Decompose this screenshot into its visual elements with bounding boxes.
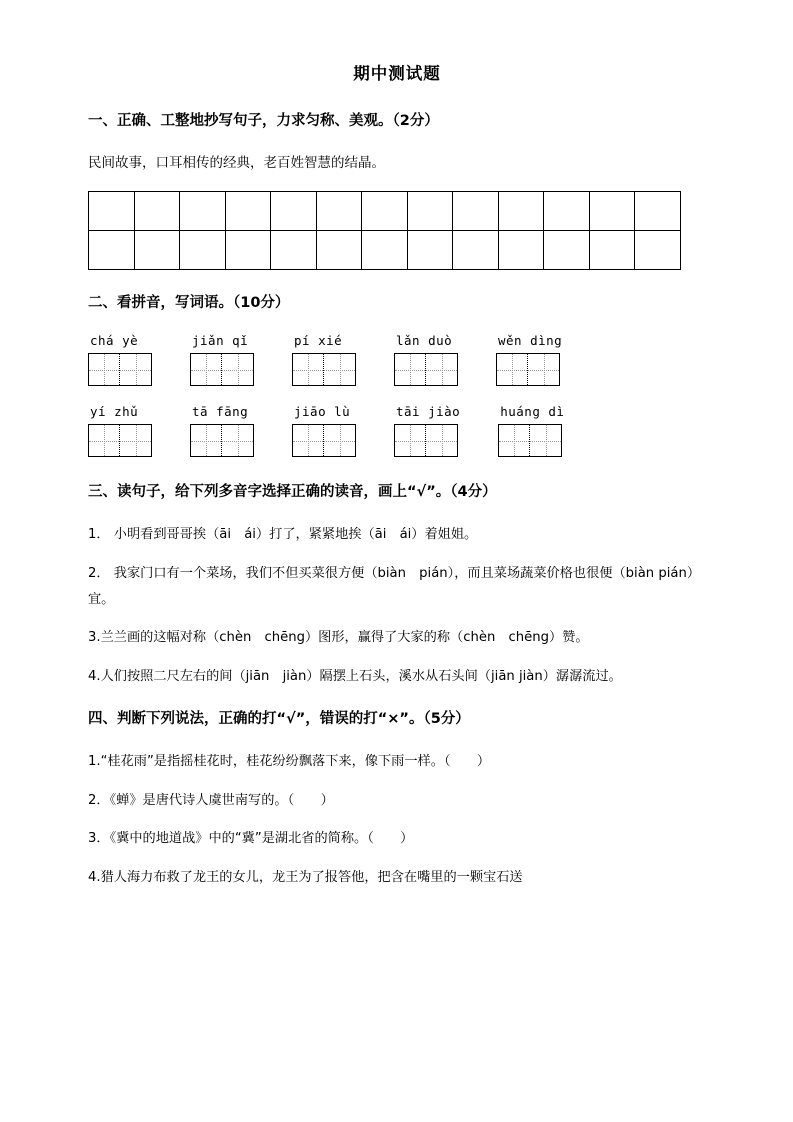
tianzige-boxes[interactable]	[190, 424, 254, 457]
tianzige-boxes[interactable]	[88, 424, 152, 457]
tianzi-cell[interactable]	[426, 425, 457, 456]
pinyin-word-jianqi	[190, 333, 254, 386]
grid-cell[interactable]	[589, 230, 635, 269]
pinyin-word-chaye	[88, 333, 152, 386]
grid-cell[interactable]	[271, 191, 317, 230]
grid-cell[interactable]	[180, 191, 226, 230]
grid-cell[interactable]	[589, 191, 635, 230]
tianzi-cell[interactable]	[324, 425, 355, 456]
tianzige-boxes[interactable]	[496, 353, 560, 386]
pinyin-word-huangdi	[498, 404, 564, 457]
pinyin-label: lǎn duò	[396, 333, 453, 349]
tianzi-cell[interactable]	[89, 354, 120, 385]
tianzi-cell[interactable]	[426, 354, 457, 385]
pinyin-word-pixie	[292, 333, 356, 386]
tianzi-cell[interactable]	[191, 354, 222, 385]
pinyin-label: tāi jiào	[396, 404, 461, 420]
pinyin-word-yizhu	[88, 404, 152, 457]
copy-writing-grid[interactable]	[88, 191, 681, 270]
pinyin-word-landuo	[394, 333, 458, 386]
tianzi-cell[interactable]	[499, 425, 530, 456]
grid-cell[interactable]	[134, 230, 180, 269]
grid-cell[interactable]	[362, 191, 408, 230]
tianzi-cell[interactable]	[528, 354, 559, 385]
grid-cell[interactable]	[316, 230, 362, 269]
pinyin-label: jiāo lù	[294, 404, 351, 420]
grid-cell[interactable]	[453, 191, 499, 230]
grid-cell[interactable]	[362, 230, 408, 269]
tianzi-cell[interactable]	[395, 425, 426, 456]
pinyin-label: yí zhǔ	[90, 404, 139, 420]
grid-cell[interactable]	[89, 230, 135, 269]
tianzige-boxes[interactable]	[292, 353, 356, 386]
tianzi-cell[interactable]	[497, 354, 528, 385]
section-3-heading: 三、读句子，给下列多音字选择正确的读音，画上“√”。（4分）	[88, 484, 497, 501]
grid-cell[interactable]	[271, 230, 317, 269]
tianzi-cell[interactable]	[120, 354, 151, 385]
pinyin-label: wěn dìng	[498, 333, 563, 349]
grid-cell[interactable]	[407, 230, 453, 269]
tianzige-boxes[interactable]	[394, 353, 458, 386]
tianzige-boxes[interactable]	[292, 424, 356, 457]
grid-cell[interactable]	[180, 230, 226, 269]
tianzige-boxes[interactable]	[394, 424, 458, 457]
tianzi-cell[interactable]	[222, 354, 253, 385]
section-4-heading: 四、判断下列说法，正确的打“√”，错误的打“×”。（5分）	[88, 711, 470, 728]
page-title: 期中测试题	[353, 64, 441, 83]
section-3-item-1: 1． 小明看到哥哥挨（āi ái）打了，紧紧地挨（āi ái）着姐姐。	[88, 527, 478, 543]
grid-cell[interactable]	[316, 191, 362, 230]
grid-cell[interactable]	[407, 191, 453, 230]
section-4-item-2: 2．《蝉》是唐代诗人虞世南写的。（ ）	[88, 792, 334, 808]
section-3-item-2: 2． 我家门口有一个菜场，我们不但买菜很方便（biàn pián），而且菜场蔬菜价格也很便（biàn pián）宜。	[88, 565, 701, 608]
grid-cell[interactable]	[225, 191, 271, 230]
pinyin-word-jiaolu	[292, 404, 356, 457]
pinyin-word-taijiao	[394, 404, 460, 457]
section-1-sentence: 民间故事，口耳相传的经典，老百姓智慧的结晶。	[88, 155, 385, 172]
tianzi-cell[interactable]	[293, 354, 324, 385]
table-row[interactable]	[89, 191, 681, 230]
grid-cell[interactable]	[635, 230, 681, 269]
tianzi-cell[interactable]	[120, 425, 151, 456]
pinyin-row-2	[88, 404, 706, 457]
tianzi-cell[interactable]	[395, 354, 426, 385]
grid-cell[interactable]	[498, 230, 544, 269]
grid-cell[interactable]	[635, 191, 681, 230]
pinyin-word-tafang	[190, 404, 254, 457]
tianzige-boxes[interactable]	[498, 424, 562, 457]
section-3-item-4: 4.人们按照二尺左右的间（jiān jiàn）隔摆上石头，溪水从石头间（jiān jiàn）潺潺流过。	[88, 668, 622, 684]
tianzi-cell[interactable]	[222, 425, 253, 456]
tianzi-cell[interactable]	[293, 425, 324, 456]
grid-cell[interactable]	[544, 230, 590, 269]
grid-cell[interactable]	[498, 191, 544, 230]
tianzi-cell[interactable]	[191, 425, 222, 456]
section-4-item-1: 1.“桂花雨”是指摇桂花时，桂花纷纷飘落下来，像下雨一样。（ ）	[88, 754, 491, 770]
pinyin-label: huáng dì	[500, 404, 565, 420]
pinyin-label: jiǎn qǐ	[192, 333, 249, 349]
tianzi-cell[interactable]	[89, 425, 120, 456]
grid-cell[interactable]	[544, 191, 590, 230]
pinyin-label: chá yè	[90, 333, 139, 349]
section-4-item-4: 4.猎人海力布救了龙王的女儿，龙王为了报答他，把含在嘴里的一颗宝石送	[88, 869, 523, 885]
tianzige-boxes[interactable]	[190, 353, 254, 386]
section-2-heading: 二、看拼音，写词语。（10分）	[88, 294, 290, 311]
section-3-item-3: 3.兰兰画的这幅对称（chèn chēng）图形，赢得了大家的称（chèn chēng）赞。	[88, 630, 589, 646]
pinyin-label: tā fāng	[192, 404, 249, 420]
section-1-heading: 一、正确、工整地抄写句子，力求匀称、美观。（2分）	[88, 113, 439, 129]
tianzige-boxes[interactable]	[88, 353, 152, 386]
table-row[interactable]	[89, 230, 681, 269]
grid-cell[interactable]	[225, 230, 271, 269]
tianzi-cell[interactable]	[530, 425, 561, 456]
pinyin-word-wending	[496, 333, 562, 386]
grid-cell[interactable]	[134, 191, 180, 230]
grid-cell[interactable]	[89, 191, 135, 230]
pinyin-row-1	[88, 333, 706, 386]
tianzi-cell[interactable]	[324, 354, 355, 385]
grid-cell[interactable]	[453, 230, 499, 269]
section-4-item-3: 3．《冀中的地道战》中的“冀”是湖北省的简称。（ ）	[88, 831, 414, 847]
pinyin-label: pí xié	[294, 333, 343, 349]
page-content	[88, 60, 706, 903]
